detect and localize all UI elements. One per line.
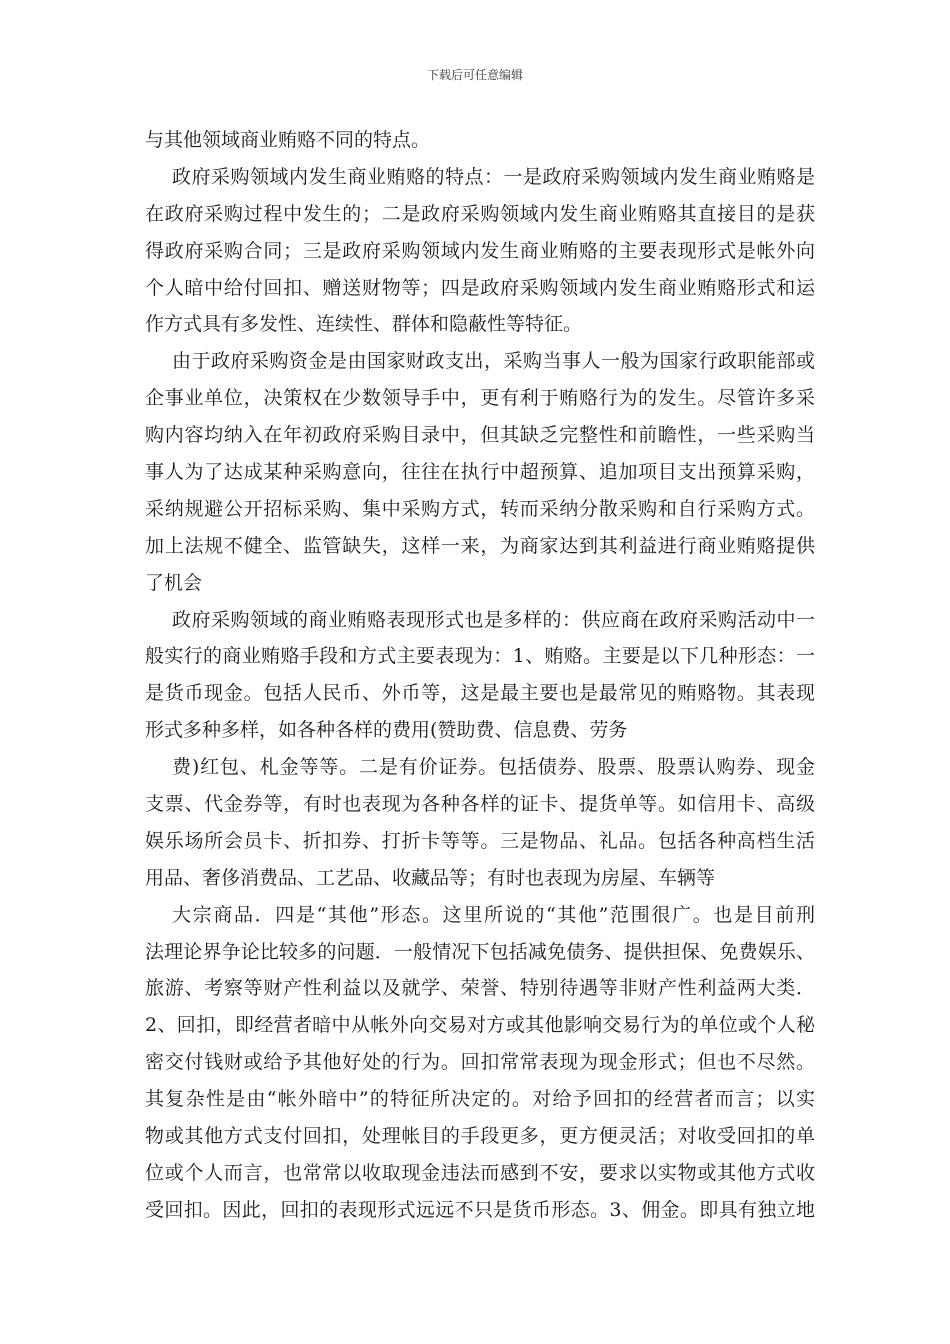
text-line: 加上法规不健全、监管缺失，这样一来，为商家达到其利益进行商业贿赂提供 [145,534,815,557]
text-line: 是货币现金。包括人民币、外币等，这是最主要也是最常见的贿赂物。其表现 [145,682,815,705]
text-line: 2、回扣，即经营者暗中从帐外向交易对方或其他影响交易行为的单位或个人秘 [145,1014,815,1037]
text-line: 密交付钱财或给予其他好处的行为。回扣常常表现为现金形式；但也不尽然。 [145,1051,815,1074]
text-line: 用品、奢侈消费品、工艺品、收藏品等；有时也表现为房屋、车辆等 [145,866,716,889]
text-line: 事人为了达成某种采购意向，往往在执行中超预算、追加项目支出预算采购， [145,461,815,484]
text-line: 得政府采购合同；三是政府采购领域内发生商业贿赂的主要表现形式是帐外向 [145,239,815,262]
text-line: 采纳规避公开招标采购、集中采购方式，转而采纳分散采购和自行采购方式。 [145,497,815,520]
text-line: 个人暗中给付回扣、赠送财物等；四是政府采购领域内发生商业贿赂形式和运 [145,276,815,299]
text-line: 政府采购领域内发生商业贿赂的特点：一是政府采购领域内发生商业贿赂是 [172,165,815,188]
text-line: 形式多种多样，如各种各样的费用(赞助费、信息费、劳务 [145,719,628,742]
text-line: 其复杂性是由“帐外暗中”的特征所决定的。对给予回扣的经营者而言；以实 [145,1088,815,1111]
text-line: 娱乐场所会员卡、折扣券、打折卡等等。三是物品、礼品。包括各种高档生活 [145,829,815,852]
text-line: 在政府采购过程中发生的；二是政府采购领域内发生商业贿赂其直接目的是获 [145,202,815,225]
text-line: 政府采购领域的商业贿赂表现形式也是多样的：供应商在政府采购活动中一 [172,608,815,631]
text-line: 般实行的商业贿赂手段和方式主要表现为：1、贿赂。主要是以下几种形态：一 [145,645,815,668]
text-line: 物或其他方式支付回扣，处理帐目的手段更多，更方便灵活；对收受回扣的单 [145,1125,815,1148]
text-line: 大宗商品．四是“其他”形态。这里所说的“其他”范围很广。也是目前刑 [172,903,815,926]
text-line: 企事业单位，决策权在少数领导手中，更有利于贿赂行为的发生。尽管许多采 [145,387,815,410]
body-text [145,122,815,1229]
text-line: 作方式具有多发性、连续性、群体和隐蔽性等特征。 [145,313,583,336]
text-line: 了机会 [145,571,203,594]
text-line: 法理论界争论比较多的问题．一般情况下包括减免债务、提供担保、免费娱乐、 [145,940,815,963]
text-line: 购内容均纳入在年初政府采购目录中，但其缺乏完整性和前瞻性，一些采购当 [145,424,815,447]
text-line: 受回扣。因此，回扣的表现形式远远不只是货币形态。3、佣金。即具有独立地 [145,1198,815,1221]
page-header: 下载后可任意编辑 [426,68,523,82]
text-line: 位或个人而言，也常常以收取现金违法而感到不安，要求以实物或其他方式收 [145,1161,815,1184]
text-line: 费)红包、札金等等。二是有价证券。包括债券、股票、股票认购券、现金 [172,756,815,779]
text-line: 旅游、考察等财产性利益以及就学、荣誉、特别待遇等非财产性利益两大类． [145,977,815,1000]
text-line: 支票、代金券等，有时也表现为各种各样的证卡、提货单等。如信用卡、高级 [145,793,815,816]
text-line: 与其他领域商业贿赂不同的特点。 [145,129,431,151]
text-line: 由于政府采购资金是由国家财政支出，采购当事人一般为国家行政职能部或 [172,350,815,373]
